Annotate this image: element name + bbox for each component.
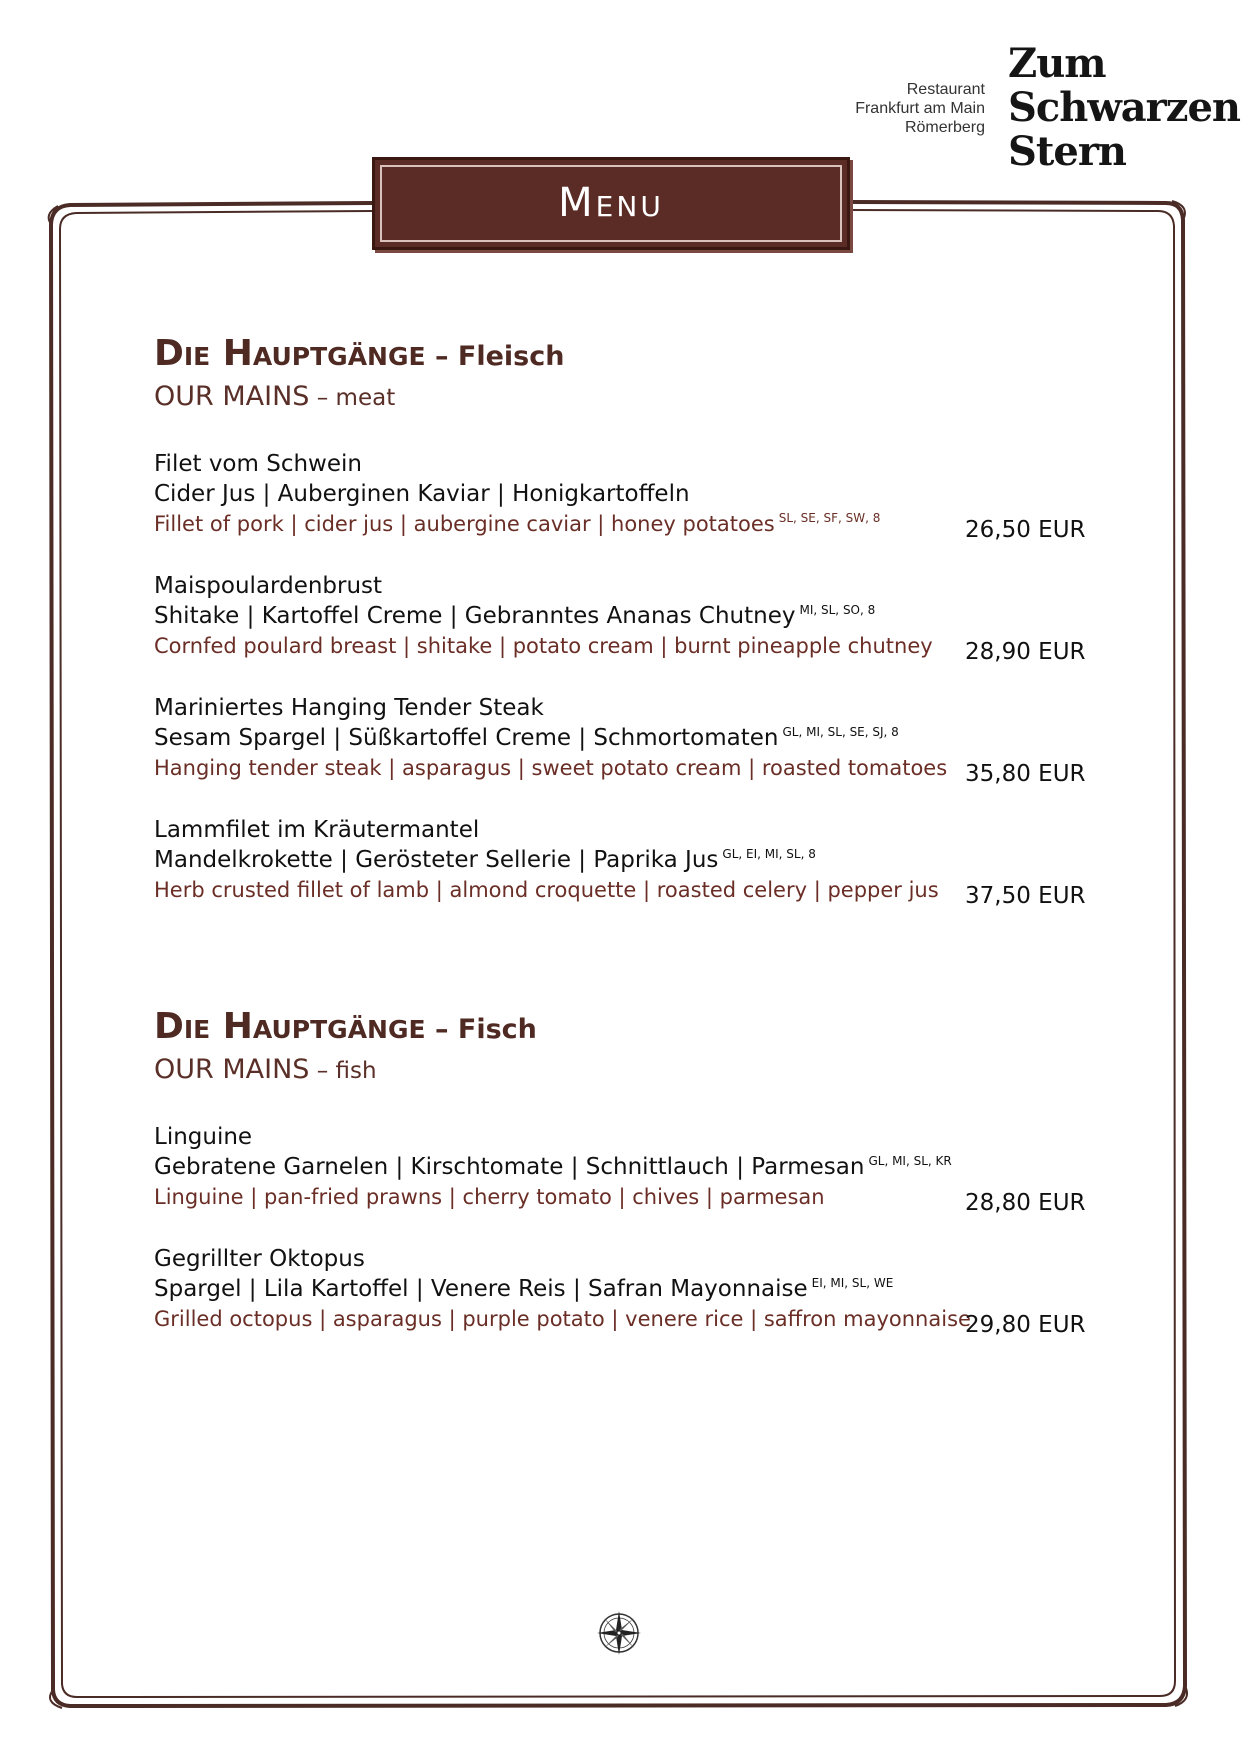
dish-description-en — [154, 509, 1084, 539]
allergen-codes: MI, SL, SO, 8 — [799, 603, 876, 617]
dish-description-de-text: Mandelkrokette | Gerösteter Sellerie | Paprika Jus — [154, 847, 719, 873]
address-line: Restaurant — [906, 81, 985, 98]
section-title-sub: – Fleisch — [425, 341, 565, 372]
dish-name: Gegrillter Oktopus — [154, 1246, 365, 1272]
dish-name: Linguine — [154, 1124, 253, 1150]
dish-description-de — [154, 601, 1084, 631]
logo-line: Stern — [1008, 128, 1126, 175]
section-title-main: Die Hauptgänge — [154, 1006, 426, 1047]
dish-item — [154, 1122, 1084, 1244]
section-meat — [154, 335, 1084, 937]
dish-description-en — [154, 1182, 1084, 1212]
dish-price: 37,50 EUR — [965, 883, 1086, 909]
section-title — [154, 1008, 1084, 1049]
dish-name: Lammfilet im Kräutermantel — [154, 817, 480, 843]
dish-description-de — [154, 723, 1084, 753]
dish-description-en — [154, 631, 1084, 661]
dish-description-en-text: Cornfed poulard breast | shitake | potato cream | burnt pineapple chutney — [154, 634, 933, 658]
address-line: Frankfurt am Main — [855, 100, 985, 117]
dish-description-en-text: Grilled octopus | asparagus | purple potato | venere rice | saffron mayonnaise — [154, 1307, 971, 1331]
dish-description-en — [154, 875, 1084, 905]
allergen-codes: EI, MI, SL, WE — [811, 1276, 894, 1290]
address-line: Römerberg — [904, 119, 985, 136]
compass-rose-icon — [596, 1610, 642, 1656]
allergen-codes: GL, MI, SL, SE, SJ, 8 — [782, 725, 899, 739]
section-subtitle — [154, 1053, 1084, 1088]
menu-banner — [372, 157, 850, 250]
logo-line: Zum — [1008, 40, 1106, 87]
dish-description-en-text: Hanging tender steak | asparagus | sweet potato cream | roasted tomatoes — [154, 756, 948, 780]
dish-price: 35,80 EUR — [965, 761, 1086, 787]
dish-description-en-text: Herb crusted fillet of lamb | almond croquette | roasted celery | pepper jus — [154, 878, 939, 902]
dish-description-de-text: Sesam Spargel | Süßkartoffel Creme | Schmortomaten — [154, 725, 779, 751]
dish-name: Maispoulardenbrust — [154, 573, 383, 599]
dish-description-en-text: Linguine | pan-fried prawns | cherry tomato | chives | parmesan — [154, 1185, 825, 1209]
dish-description-en — [154, 1304, 1084, 1334]
dish-description-de-text: Gebratene Garnelen | Kirschtomate | Schnittlauch | Parmesan — [154, 1154, 865, 1180]
dish-price: 28,90 EUR — [965, 639, 1086, 665]
dish-description-de-text: Shitake | Kartoffel Creme | Gebranntes Ananas Chutney — [154, 603, 796, 629]
restaurant-logo — [1008, 40, 1240, 175]
dish-price: 26,50 EUR — [965, 517, 1086, 543]
dish-item — [154, 1244, 1084, 1366]
section-title — [154, 335, 1084, 376]
allergen-codes: SL, SE, SF, SW, 8 — [778, 511, 881, 525]
dish-description-de-text: Spargel | Lila Kartoffel | Venere Reis | Safran Mayonnaise — [154, 1276, 808, 1302]
dish-description-de-text: Cider Jus | Auberginen Kaviar | Honigkartoffeln — [154, 481, 690, 507]
section-fish — [154, 1008, 1084, 1366]
allergen-codes: GL, EI, MI, SL, 8 — [722, 847, 816, 861]
dish-item — [154, 815, 1084, 937]
dish-description-de — [154, 845, 1084, 875]
allergen-codes: GL, MI, SL, KR — [868, 1154, 952, 1168]
restaurant-address — [855, 80, 985, 137]
dish-item — [154, 571, 1084, 693]
dish-description-en-text: Fillet of pork | cider jus | aubergine caviar | honey potatoes — [154, 512, 775, 536]
dish-item — [154, 449, 1084, 571]
logo-line: Schwarzen — [1008, 84, 1240, 131]
section-subtitle-sub: – meat — [309, 385, 396, 411]
dish-description-en — [154, 753, 1084, 783]
section-title-main: Die Hauptgänge — [154, 333, 426, 374]
dish-description-de — [154, 1274, 1084, 1304]
section-subtitle-main: OUR MAINS — [154, 381, 310, 412]
section-subtitle-sub: – fish — [309, 1058, 377, 1084]
dish-description-de — [154, 1152, 1084, 1182]
section-title-sub: – Fisch — [425, 1014, 537, 1045]
menu-title: Menu — [558, 180, 664, 226]
dish-price: 28,80 EUR — [965, 1190, 1086, 1216]
dish-name: Filet vom Schwein — [154, 451, 362, 477]
dish-item — [154, 693, 1084, 815]
dish-name: Mariniertes Hanging Tender Steak — [154, 695, 544, 721]
dish-description-de — [154, 479, 1084, 509]
section-subtitle — [154, 380, 1084, 415]
section-subtitle-main: OUR MAINS — [154, 1054, 310, 1085]
dish-price: 29,80 EUR — [965, 1312, 1086, 1338]
